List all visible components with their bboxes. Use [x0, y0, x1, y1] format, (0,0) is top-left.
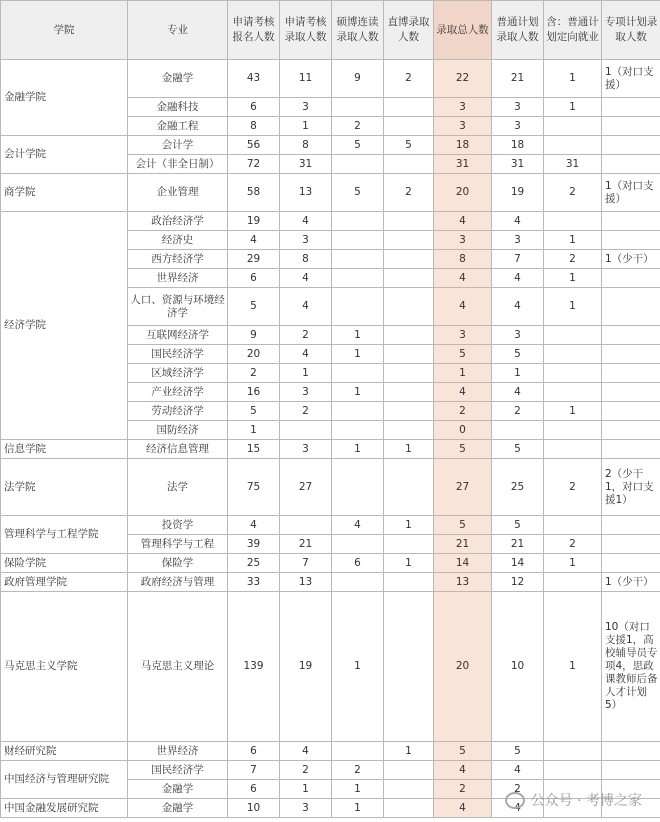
masters-phd-cell — [332, 231, 384, 250]
total-cell: 4 — [434, 288, 492, 326]
direct-phd-cell — [384, 383, 434, 402]
direct-phd-cell: 1 — [384, 742, 434, 761]
major-cell: 人口、资源与环境经济学 — [128, 288, 228, 326]
special-plan-cell — [602, 402, 660, 421]
masters-phd-cell — [332, 402, 384, 421]
regular-plan-cell: 2 — [492, 402, 544, 421]
header-major: 专业 — [128, 1, 228, 60]
special-plan-cell — [602, 516, 660, 535]
total-cell: 4 — [434, 269, 492, 288]
directed-cell: 1 — [544, 269, 602, 288]
college-cell: 经济学院 — [1, 212, 128, 440]
applicants-cell: 5 — [228, 288, 280, 326]
directed-cell — [544, 742, 602, 761]
table-row — [1, 136, 660, 155]
major-cell: 金融工程 — [128, 117, 228, 136]
regular-plan-cell: 31 — [492, 155, 544, 174]
direct-phd-cell — [384, 402, 434, 421]
regular-plan-cell: 2 — [492, 780, 544, 799]
special-plan-cell — [602, 212, 660, 231]
direct-phd-cell — [384, 421, 434, 440]
masters-phd-cell: 6 — [332, 554, 384, 573]
directed-cell: 1 — [544, 60, 602, 98]
direct-phd-cell — [384, 573, 434, 592]
admitted-review-cell: 4 — [280, 212, 332, 231]
total-cell: 20 — [434, 592, 492, 742]
header-regular-plan: 普通计划录取人数 — [492, 1, 544, 60]
special-plan-cell — [602, 155, 660, 174]
admitted-review-cell: 1 — [280, 364, 332, 383]
direct-phd-cell — [384, 535, 434, 554]
header-admitted-by-review: 申请考核录取人数 — [280, 1, 332, 60]
regular-plan-cell: 4 — [492, 269, 544, 288]
table-row — [1, 761, 660, 780]
major-cell: 区域经济学 — [128, 364, 228, 383]
directed-cell — [544, 516, 602, 535]
direct-phd-cell — [384, 799, 434, 818]
directed-cell — [544, 136, 602, 155]
applicants-cell: 20 — [228, 345, 280, 364]
direct-phd-cell — [384, 212, 434, 231]
masters-phd-cell: 2 — [332, 761, 384, 780]
total-cell: 8 — [434, 250, 492, 269]
directed-cell — [544, 383, 602, 402]
masters-phd-cell — [332, 155, 384, 174]
total-cell: 14 — [434, 554, 492, 573]
applicants-cell: 33 — [228, 573, 280, 592]
direct-phd-cell: 1 — [384, 554, 434, 573]
college-cell: 保险学院 — [1, 554, 128, 573]
direct-phd-cell — [384, 155, 434, 174]
direct-phd-cell — [384, 98, 434, 117]
applicants-cell: 6 — [228, 269, 280, 288]
table-row — [1, 212, 660, 231]
major-cell: 金融科技 — [128, 98, 228, 117]
admitted-review-cell: 2 — [280, 402, 332, 421]
admitted-review-cell: 2 — [280, 761, 332, 780]
admitted-review-cell: 4 — [280, 742, 332, 761]
directed-cell: 1 — [544, 288, 602, 326]
admitted-review-cell: 8 — [280, 250, 332, 269]
special-plan-cell — [602, 535, 660, 554]
regular-plan-cell: 3 — [492, 117, 544, 136]
college-cell: 信息学院 — [1, 440, 128, 459]
direct-phd-cell — [384, 288, 434, 326]
applicants-cell: 25 — [228, 554, 280, 573]
total-cell: 3 — [434, 117, 492, 136]
total-cell: 1 — [434, 364, 492, 383]
major-cell: 国民经济学 — [128, 345, 228, 364]
major-cell: 互联网经济学 — [128, 326, 228, 345]
regular-plan-cell: 10 — [492, 592, 544, 742]
header-directed-employment: 含：普通计划定向就业 — [544, 1, 602, 60]
direct-phd-cell: 2 — [384, 60, 434, 98]
masters-phd-cell: 4 — [332, 516, 384, 535]
special-plan-cell — [602, 98, 660, 117]
applicants-cell: 4 — [228, 516, 280, 535]
regular-plan-cell: 7 — [492, 250, 544, 269]
college-cell: 财经研究院 — [1, 742, 128, 761]
masters-phd-cell: 9 — [332, 60, 384, 98]
special-plan-cell — [602, 383, 660, 402]
masters-phd-cell: 1 — [332, 592, 384, 742]
table-row — [1, 459, 660, 516]
direct-phd-cell — [384, 364, 434, 383]
admitted-review-cell: 13 — [280, 573, 332, 592]
masters-phd-cell: 5 — [332, 136, 384, 155]
regular-plan-cell: 5 — [492, 516, 544, 535]
masters-phd-cell: 1 — [332, 440, 384, 459]
regular-plan-cell: 3 — [492, 326, 544, 345]
total-cell: 2 — [434, 402, 492, 421]
total-cell: 22 — [434, 60, 492, 98]
applicants-cell: 9 — [228, 326, 280, 345]
regular-plan-cell: 4 — [492, 799, 544, 818]
special-plan-cell: 10（对口支援1，高校辅导员专项4，思政课教师后备人才计划5） — [602, 592, 660, 742]
direct-phd-cell — [384, 269, 434, 288]
direct-phd-cell — [384, 250, 434, 269]
masters-phd-cell: 5 — [332, 174, 384, 212]
regular-plan-cell: 1 — [492, 364, 544, 383]
college-cell: 商学院 — [1, 174, 128, 212]
college-cell: 中国经济与管理研究院 — [1, 761, 128, 799]
applicants-cell: 39 — [228, 535, 280, 554]
total-cell: 4 — [434, 212, 492, 231]
college-cell: 中国金融发展研究院 — [1, 799, 128, 818]
regular-plan-cell: 25 — [492, 459, 544, 516]
directed-cell: 2 — [544, 535, 602, 554]
applicants-cell: 10 — [228, 799, 280, 818]
major-cell: 企业管理 — [128, 174, 228, 212]
table-row — [1, 516, 660, 535]
major-cell: 国民经济学 — [128, 761, 228, 780]
major-cell: 经济信息管理 — [128, 440, 228, 459]
special-plan-cell — [602, 761, 660, 780]
table-body — [1, 60, 660, 818]
applicants-cell: 58 — [228, 174, 280, 212]
major-cell: 保险学 — [128, 554, 228, 573]
watermark — [505, 790, 642, 810]
college-cell: 政府管理学院 — [1, 573, 128, 592]
header-applicants: 申请考核报名人数 — [228, 1, 280, 60]
direct-phd-cell — [384, 459, 434, 516]
masters-phd-cell — [332, 250, 384, 269]
special-plan-cell: 2（少干1，对口支援1） — [602, 459, 660, 516]
table-row — [1, 440, 660, 459]
masters-phd-cell — [332, 98, 384, 117]
directed-cell: 1 — [544, 592, 602, 742]
total-cell: 31 — [434, 155, 492, 174]
table-row — [1, 174, 660, 212]
direct-phd-cell — [384, 326, 434, 345]
directed-cell — [544, 440, 602, 459]
masters-phd-cell: 1 — [332, 383, 384, 402]
special-plan-cell — [602, 326, 660, 345]
directed-cell — [544, 761, 602, 780]
directed-cell — [544, 212, 602, 231]
directed-cell — [544, 573, 602, 592]
special-plan-cell — [602, 117, 660, 136]
special-plan-cell — [602, 288, 660, 326]
masters-phd-cell — [332, 573, 384, 592]
admitted-review-cell — [280, 421, 332, 440]
major-cell: 西方经济学 — [128, 250, 228, 269]
college-cell: 管理科学与工程学院 — [1, 516, 128, 554]
major-cell: 政府经济与管理 — [128, 573, 228, 592]
applicants-cell: 2 — [228, 364, 280, 383]
masters-phd-cell: 1 — [332, 799, 384, 818]
regular-plan-cell: 14 — [492, 554, 544, 573]
total-cell: 4 — [434, 383, 492, 402]
directed-cell: 31 — [544, 155, 602, 174]
admitted-review-cell: 31 — [280, 155, 332, 174]
table-row — [1, 60, 660, 98]
applicants-cell: 5 — [228, 402, 280, 421]
regular-plan-cell: 5 — [492, 742, 544, 761]
admitted-review-cell: 21 — [280, 535, 332, 554]
major-cell: 马克思主义理论 — [128, 592, 228, 742]
admitted-review-cell: 11 — [280, 60, 332, 98]
special-plan-cell — [602, 269, 660, 288]
header-total-admitted: 录取总人数 — [434, 1, 492, 60]
special-plan-cell — [602, 136, 660, 155]
table-row — [1, 573, 660, 592]
total-cell: 27 — [434, 459, 492, 516]
regular-plan-cell: 19 — [492, 174, 544, 212]
direct-phd-cell — [384, 780, 434, 799]
total-cell: 5 — [434, 440, 492, 459]
major-cell: 会计（非全日制） — [128, 155, 228, 174]
applicants-cell: 43 — [228, 60, 280, 98]
masters-phd-cell: 1 — [332, 780, 384, 799]
regular-plan-cell: 21 — [492, 535, 544, 554]
header-direct-phd: 直博录取人数 — [384, 1, 434, 60]
direct-phd-cell: 1 — [384, 516, 434, 535]
regular-plan-cell: 18 — [492, 136, 544, 155]
applicants-cell: 139 — [228, 592, 280, 742]
major-cell: 金融学 — [128, 799, 228, 818]
special-plan-cell: 1（少干） — [602, 250, 660, 269]
regular-plan-cell: 4 — [492, 383, 544, 402]
directed-cell: 2 — [544, 459, 602, 516]
table-row — [1, 554, 660, 573]
directed-cell: 2 — [544, 250, 602, 269]
major-cell: 会计学 — [128, 136, 228, 155]
direct-phd-cell — [384, 592, 434, 742]
major-cell: 政治经济学 — [128, 212, 228, 231]
admitted-review-cell: 13 — [280, 174, 332, 212]
masters-phd-cell — [332, 288, 384, 326]
applicants-cell: 8 — [228, 117, 280, 136]
total-cell: 5 — [434, 742, 492, 761]
total-cell: 4 — [434, 799, 492, 818]
header-masters-phd: 硕博连读录取人数 — [332, 1, 384, 60]
directed-cell — [544, 345, 602, 364]
direct-phd-cell — [384, 345, 434, 364]
masters-phd-cell — [332, 269, 384, 288]
directed-cell — [544, 326, 602, 345]
special-plan-cell — [602, 742, 660, 761]
applicants-cell: 75 — [228, 459, 280, 516]
admitted-review-cell: 27 — [280, 459, 332, 516]
applicants-cell: 6 — [228, 98, 280, 117]
total-cell: 20 — [434, 174, 492, 212]
special-plan-cell — [602, 554, 660, 573]
applicants-cell: 4 — [228, 231, 280, 250]
admitted-review-cell: 3 — [280, 440, 332, 459]
regular-plan-cell: 5 — [492, 345, 544, 364]
direct-phd-cell — [384, 231, 434, 250]
special-plan-cell — [602, 231, 660, 250]
regular-plan-cell — [492, 421, 544, 440]
directed-cell — [544, 364, 602, 383]
admitted-review-cell: 3 — [280, 383, 332, 402]
masters-phd-cell: 1 — [332, 345, 384, 364]
major-cell: 金融学 — [128, 60, 228, 98]
total-cell: 0 — [434, 421, 492, 440]
applicants-cell: 16 — [228, 383, 280, 402]
masters-phd-cell — [332, 212, 384, 231]
table-row — [1, 592, 660, 742]
admitted-review-cell: 2 — [280, 326, 332, 345]
special-plan-cell — [602, 421, 660, 440]
regular-plan-cell: 5 — [492, 440, 544, 459]
total-cell: 2 — [434, 780, 492, 799]
major-cell: 投资学 — [128, 516, 228, 535]
total-cell: 3 — [434, 231, 492, 250]
total-cell: 5 — [434, 345, 492, 364]
header-special-plan: 专项计划录取人数 — [602, 1, 660, 60]
major-cell: 经济史 — [128, 231, 228, 250]
applicants-cell: 29 — [228, 250, 280, 269]
major-cell: 世界经济 — [128, 269, 228, 288]
direct-phd-cell: 5 — [384, 136, 434, 155]
total-cell: 3 — [434, 98, 492, 117]
regular-plan-cell: 4 — [492, 288, 544, 326]
direct-phd-cell — [384, 761, 434, 780]
applicants-cell: 19 — [228, 212, 280, 231]
admitted-review-cell: 4 — [280, 345, 332, 364]
regular-plan-cell: 3 — [492, 98, 544, 117]
table-row — [1, 742, 660, 761]
applicants-cell: 72 — [228, 155, 280, 174]
total-cell: 13 — [434, 573, 492, 592]
admitted-review-cell: 3 — [280, 98, 332, 117]
admitted-review-cell: 4 — [280, 288, 332, 326]
admitted-review-cell — [280, 516, 332, 535]
applicants-cell: 1 — [228, 421, 280, 440]
watermark-text: 公众号 · 考博之家 — [530, 793, 642, 809]
special-plan-cell: 1（对口支援） — [602, 60, 660, 98]
applicants-cell: 6 — [228, 780, 280, 799]
major-cell: 劳动经济学 — [128, 402, 228, 421]
direct-phd-cell: 2 — [384, 174, 434, 212]
masters-phd-cell — [332, 742, 384, 761]
regular-plan-cell: 12 — [492, 573, 544, 592]
admitted-review-cell: 7 — [280, 554, 332, 573]
regular-plan-cell: 21 — [492, 60, 544, 98]
special-plan-cell — [602, 440, 660, 459]
directed-cell: 1 — [544, 98, 602, 117]
college-cell: 会计学院 — [1, 136, 128, 174]
wechat-icon — [505, 792, 525, 809]
applicants-cell: 7 — [228, 761, 280, 780]
masters-phd-cell — [332, 364, 384, 383]
directed-cell — [544, 117, 602, 136]
masters-phd-cell: 1 — [332, 326, 384, 345]
college-cell: 马克思主义学院 — [1, 592, 128, 742]
special-plan-cell: 1（对口支援） — [602, 174, 660, 212]
directed-cell: 1 — [544, 402, 602, 421]
major-cell: 金融学 — [128, 780, 228, 799]
masters-phd-cell — [332, 421, 384, 440]
masters-phd-cell: 2 — [332, 117, 384, 136]
direct-phd-cell — [384, 117, 434, 136]
header-college: 学院 — [1, 1, 128, 60]
special-plan-cell — [602, 364, 660, 383]
applicants-cell: 6 — [228, 742, 280, 761]
college-cell: 金融学院 — [1, 60, 128, 136]
applicants-cell: 15 — [228, 440, 280, 459]
directed-cell: 1 — [544, 554, 602, 573]
directed-cell — [544, 421, 602, 440]
admitted-review-cell: 19 — [280, 592, 332, 742]
regular-plan-cell: 3 — [492, 231, 544, 250]
regular-plan-cell: 4 — [492, 761, 544, 780]
major-cell: 管理科学与工程 — [128, 535, 228, 554]
admitted-review-cell: 1 — [280, 780, 332, 799]
special-plan-cell: 1（少干） — [602, 573, 660, 592]
admitted-review-cell: 1 — [280, 117, 332, 136]
total-cell: 5 — [434, 516, 492, 535]
directed-cell: 1 — [544, 231, 602, 250]
total-cell: 21 — [434, 535, 492, 554]
major-cell: 产业经济学 — [128, 383, 228, 402]
admitted-review-cell: 3 — [280, 231, 332, 250]
directed-cell: 2 — [544, 174, 602, 212]
header-row — [1, 1, 660, 60]
total-cell: 4 — [434, 761, 492, 780]
special-plan-cell — [602, 345, 660, 364]
total-cell: 3 — [434, 326, 492, 345]
college-cell: 法学院 — [1, 459, 128, 516]
masters-phd-cell — [332, 459, 384, 516]
admitted-review-cell: 4 — [280, 269, 332, 288]
admitted-review-cell: 3 — [280, 799, 332, 818]
direct-phd-cell: 1 — [384, 440, 434, 459]
regular-plan-cell: 4 — [492, 212, 544, 231]
major-cell: 法学 — [128, 459, 228, 516]
major-cell: 国防经济 — [128, 421, 228, 440]
applicants-cell: 56 — [228, 136, 280, 155]
admitted-review-cell: 8 — [280, 136, 332, 155]
masters-phd-cell — [332, 535, 384, 554]
total-cell: 18 — [434, 136, 492, 155]
major-cell: 世界经济 — [128, 742, 228, 761]
